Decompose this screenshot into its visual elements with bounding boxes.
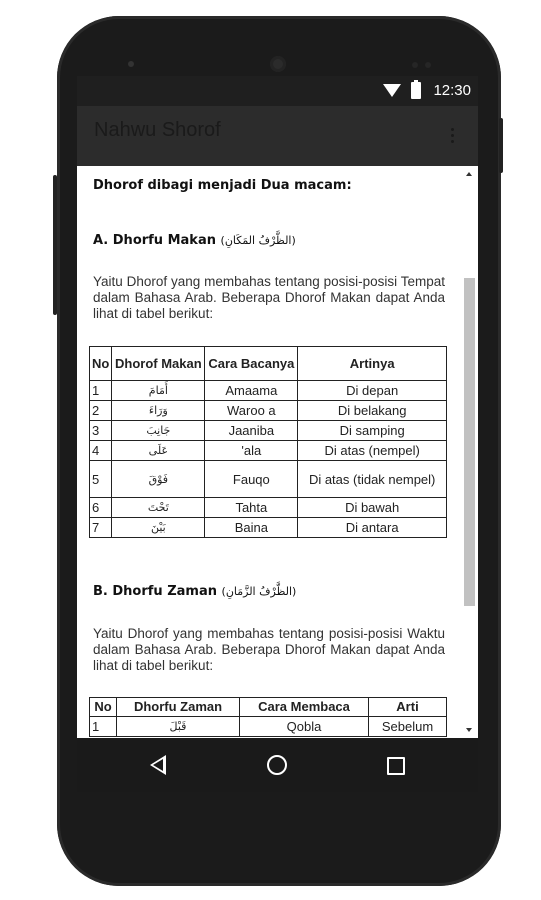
row-meaning: Di depan bbox=[298, 381, 447, 401]
table-header-arti: Arti bbox=[369, 698, 447, 717]
volume-button[interactable] bbox=[53, 175, 57, 315]
row-arabic: فَوْقَ bbox=[112, 461, 205, 498]
navigation-bar bbox=[77, 738, 478, 792]
table-row bbox=[90, 441, 447, 461]
row-no: 1 bbox=[90, 717, 117, 737]
intro-text: Dhorof dibagi menjadi Dua macam: bbox=[93, 178, 352, 193]
section-b-heading bbox=[93, 584, 445, 599]
row-meaning: Di atas (nempel) bbox=[298, 441, 447, 461]
section-b-heading-text: B. Dhorfu Zaman bbox=[93, 584, 217, 599]
earpiece-dot bbox=[128, 61, 134, 67]
table-row bbox=[90, 421, 447, 441]
scrollbar-thumb[interactable] bbox=[464, 278, 475, 606]
table-row bbox=[90, 498, 447, 518]
back-icon[interactable] bbox=[150, 755, 166, 775]
row-no: 3 bbox=[90, 421, 112, 441]
table-row bbox=[90, 717, 447, 737]
dhorof-makan-table bbox=[89, 346, 447, 538]
row-arabic: أَمَامَ bbox=[112, 381, 205, 401]
wifi-icon bbox=[383, 84, 401, 97]
scroll-up-arrow-icon[interactable] bbox=[466, 172, 472, 176]
row-arabic: بَيْنَ bbox=[112, 518, 205, 538]
row-no: 1 bbox=[90, 381, 112, 401]
row-arabic: تَحْتَ bbox=[112, 498, 205, 518]
battery-icon bbox=[411, 82, 421, 99]
section-a-heading-arabic: (الظَّرْفُ المَكَانِ) bbox=[220, 234, 296, 247]
row-arabic: قَبْلَ bbox=[117, 717, 240, 737]
section-b-heading-arabic: (الظَّرْفُ الزَّمَانِ) bbox=[221, 585, 297, 598]
row-meaning: Di bawah bbox=[298, 498, 447, 518]
row-no: 6 bbox=[90, 498, 112, 518]
table-header-cara: Cara Bacanya bbox=[205, 347, 298, 381]
row-read: Fauqo bbox=[205, 461, 298, 498]
row-no: 4 bbox=[90, 441, 112, 461]
vertical-scrollbar[interactable] bbox=[461, 166, 478, 738]
home-icon[interactable] bbox=[267, 755, 287, 775]
row-read: Waroo a bbox=[205, 401, 298, 421]
device-screen bbox=[77, 76, 478, 792]
table-header-dhorof: Dhorof Makan bbox=[112, 347, 205, 381]
section-a-heading-text: A. Dhorfu Makan bbox=[93, 233, 216, 248]
row-no: 2 bbox=[90, 401, 112, 421]
table-row bbox=[90, 461, 447, 498]
table-header-cara-membaca: Cara Membaca bbox=[240, 698, 369, 717]
power-button[interactable] bbox=[499, 118, 503, 173]
table-header-row bbox=[90, 698, 447, 717]
front-camera bbox=[270, 56, 286, 72]
scroll-down-arrow-icon[interactable] bbox=[466, 728, 472, 732]
row-read: Jaaniba bbox=[205, 421, 298, 441]
row-no: 5 bbox=[90, 461, 112, 498]
table-header-no: No bbox=[90, 698, 117, 717]
recent-apps-icon[interactable] bbox=[387, 757, 405, 775]
status-time: 12:30 bbox=[433, 82, 471, 99]
proximity-sensor bbox=[412, 62, 418, 68]
app-title: Nahwu Shorof bbox=[94, 119, 221, 141]
row-arabic: عَلَى bbox=[112, 441, 205, 461]
row-meaning: Di samping bbox=[298, 421, 447, 441]
dhorfu-zaman-table bbox=[89, 697, 447, 737]
row-arabic: جَانِبَ bbox=[112, 421, 205, 441]
row-read: Tahta bbox=[205, 498, 298, 518]
overflow-menu-icon[interactable] bbox=[451, 128, 455, 148]
section-b-paragraph: Yaitu Dhorof yang membahas tentang posisi-posisi Waktu dalam Bahasa Arab. Beberapa Dhorof Makan dapat Anda lihat di tabel berikut: bbox=[93, 626, 445, 673]
row-read: Baina bbox=[205, 518, 298, 538]
table-row bbox=[90, 381, 447, 401]
light-sensor bbox=[425, 62, 431, 68]
row-meaning: Di antara bbox=[298, 518, 447, 538]
section-a-paragraph: Yaitu Dhorof yang membahas tentang posisi-posisi Tempat dalam Bahasa Arab. Beberapa Dhorof Makan dapat Anda lihat di tabel berikut: bbox=[93, 274, 445, 321]
section-a-heading bbox=[93, 233, 445, 248]
row-arabic: وَرَاءَ bbox=[112, 401, 205, 421]
row-meaning: Di belakang bbox=[298, 401, 447, 421]
table-header-artinya: Artinya bbox=[298, 347, 447, 381]
content-scroll-area[interactable] bbox=[77, 166, 460, 738]
row-meaning: Sebelum bbox=[369, 717, 447, 737]
table-row bbox=[90, 401, 447, 421]
row-meaning: Di atas (tidak nempel) bbox=[298, 461, 447, 498]
row-read: Amaama bbox=[205, 381, 298, 401]
table-header-dhorfu-zaman: Dhorfu Zaman bbox=[117, 698, 240, 717]
app-bar bbox=[77, 106, 478, 166]
row-no: 7 bbox=[90, 518, 112, 538]
row-read: 'ala bbox=[205, 441, 298, 461]
row-read: Qobla bbox=[240, 717, 369, 737]
table-row bbox=[90, 518, 447, 538]
status-bar bbox=[77, 76, 478, 106]
table-header-row bbox=[90, 347, 447, 381]
table-header-no: No bbox=[90, 347, 112, 381]
